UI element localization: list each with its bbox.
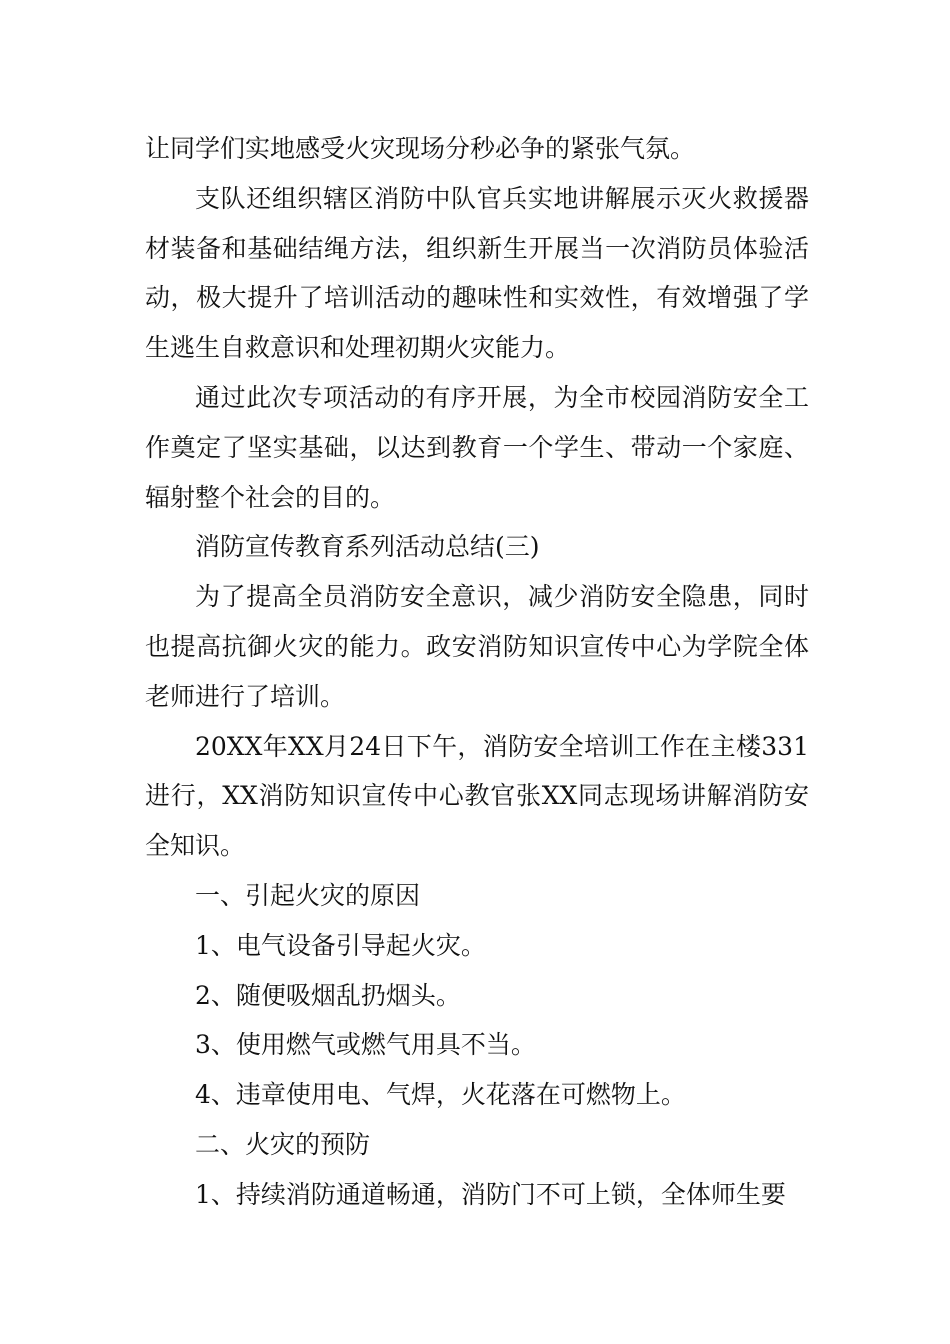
heading-fire-causes: 一、引起火灾的原因 <box>195 880 421 910</box>
list-item-4: 4、违章使用电、气焊，火花落在可燃物上。 <box>195 1080 686 1110</box>
section-title: 消防宣传教育系列活动总结(三) <box>195 532 540 562</box>
prevention-item-1: 1、持续消防通道畅通，消防门不可上锁，全体师生要 <box>195 1179 786 1209</box>
paragraph-2: 支队还组织辖区消防中队官兵实地讲解展示灭火救援器材装备和基础结绳方法，组织新生开展当一次消防员体验活动，极大提升了培训活动的趣味性和实效性，有效增强了学生逃生自救意识和处理初期火灾能力。 <box>145 183 809 363</box>
paragraph-1: 让同学们实地感受火灾现场分秒必争的紧张气氛。 <box>145 134 696 163</box>
list-item-1: 1、电气设备引导起火灾。 <box>195 930 486 960</box>
paragraph-5: 20XX年XX月24日下午，消防安全培训工作在主楼331进行，XX消防知识宣传中心教官张XX同志现场讲解消防安全知识。 <box>145 731 809 861</box>
paragraph-3: 通过此次专项活动的有序开展，为全市校园消防安全工作奠定了坚实基础，以达到教育一个学生、带动一个家庭、辐射整个社会的目的。 <box>145 382 809 512</box>
document-body <box>145 124 809 1220</box>
list-item-2: 2、随便吸烟乱扔烟头。 <box>195 980 461 1010</box>
paragraph-4: 为了提高全员消防安全意识，减少消防安全隐患，同时也提高抗御火灾的能力。政安消防知识宣传中心为学院全体老师进行了培训。 <box>145 582 809 711</box>
list-item-3: 3、使用燃气或燃气用具不当。 <box>195 1030 536 1060</box>
heading-fire-prevention: 二、火灾的预防 <box>195 1129 371 1159</box>
